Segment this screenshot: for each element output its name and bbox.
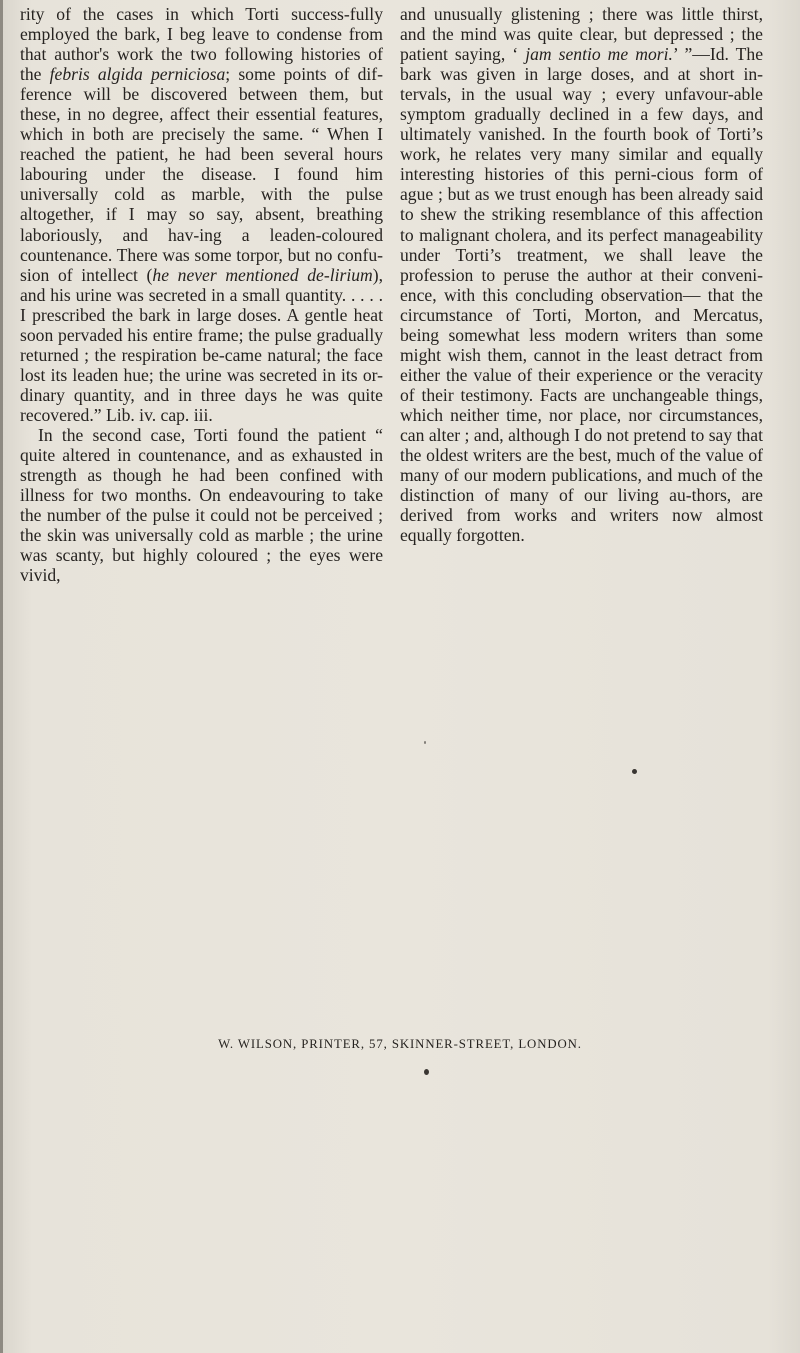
printer-imprint: W. WILSON, PRINTER, 57, SKINNER-STREET, LONDON. <box>218 1037 582 1051</box>
ink-speck <box>424 741 426 744</box>
left-p1-italic-term: febris algida perniciosa <box>49 64 226 85</box>
left-paragraph-1 <box>20 4 383 425</box>
left-p1-text-c: ), and his urine was secreted in a small quantity. . . . . I prescribed the bark in large doses. A gentle heat soon pervaded his entire frame; the pulse gradually returned ; the respiration be-came natural; the face lost its leaden hue; the urine was secreted in its or-dinary quantity, and in three days he was quite recovered.” Lib. iv. cap. iii. <box>20 264 384 425</box>
right-paragraph-1 <box>400 4 763 545</box>
left-text-column <box>20 4 383 585</box>
left-p1-italic-note: he never mentioned de-lirium <box>152 264 373 285</box>
left-p1-text-a: rity of the cases in which Torti success-fully employed the bark, I beg leave to condense from that author's work the two following histories of the <box>20 4 383 85</box>
right-p1-text-a: and unusually glistening ; there was little thirst, and the mind was quite clear, but depressed ; the patient saying, ‘ <box>400 4 763 65</box>
ink-speck <box>632 769 637 774</box>
right-p1-italic-quote: jam sentio me mori. <box>525 44 673 65</box>
left-p1-text-b: ; some points of dif-ference will be discovered between them, but these, in no degree, affect their essential features, which in both are precisely the same. “ When I reached the patient, he had been several hours labouring under the disease. I found him universally cold as marble, with the pulse altogether, if I may so say, absent, breathing laboriously, and hav-ing a leaden-coloured countenance. There was some torpor, but no confu-sion of intellect ( <box>20 64 383 285</box>
right-p1-text-b: ’ ”—Id. The bark was given in large doses, and at short in-tervals, in the usual way ; every unfavour-able symptom gradually declined in a few days, and ultimately vanished. In the fourth book of Torti’s work, he relates very many similar and equally interesting histories of this perni-cious form of ague ; but as we trust enough has been already said to shew the striking resemblance of this affection to malignant cholera, and its perfect manageability under Torti’s treatment, we shall leave the profession to peruse the author at their conveni-ence, with this concluding observation— that the circumstance of Torti, Morton, and Mercatus, being somewhat less modern writers than some might wish them, cannot in the least detract from either the value of their experience or the veracity of their testimony. Facts are unchangeable things, which neither time, nor place, nor circumstances, can alter ; and, although I do not pretend to say that the oldest writers are the best, much of the value of many of our modern publications, and much of the distinction of many of our living au-thors, are derived from works and writers now almost equally forgotten. <box>400 44 763 546</box>
page-edge-shadow <box>0 0 3 1353</box>
left-paragraph-2: In the second case, Torti found the patient “ quite altered in countenance, and as exhausted in strength as though he had been confined with illness for two months. On endeavouring to take the number of the pulse it could not be perceived ; the skin was universally cold as marble ; the urine was scanty, but highly coloured ; the eyes were vivid, <box>20 424 383 586</box>
ink-speck <box>424 1069 429 1075</box>
right-text-column <box>400 4 763 545</box>
